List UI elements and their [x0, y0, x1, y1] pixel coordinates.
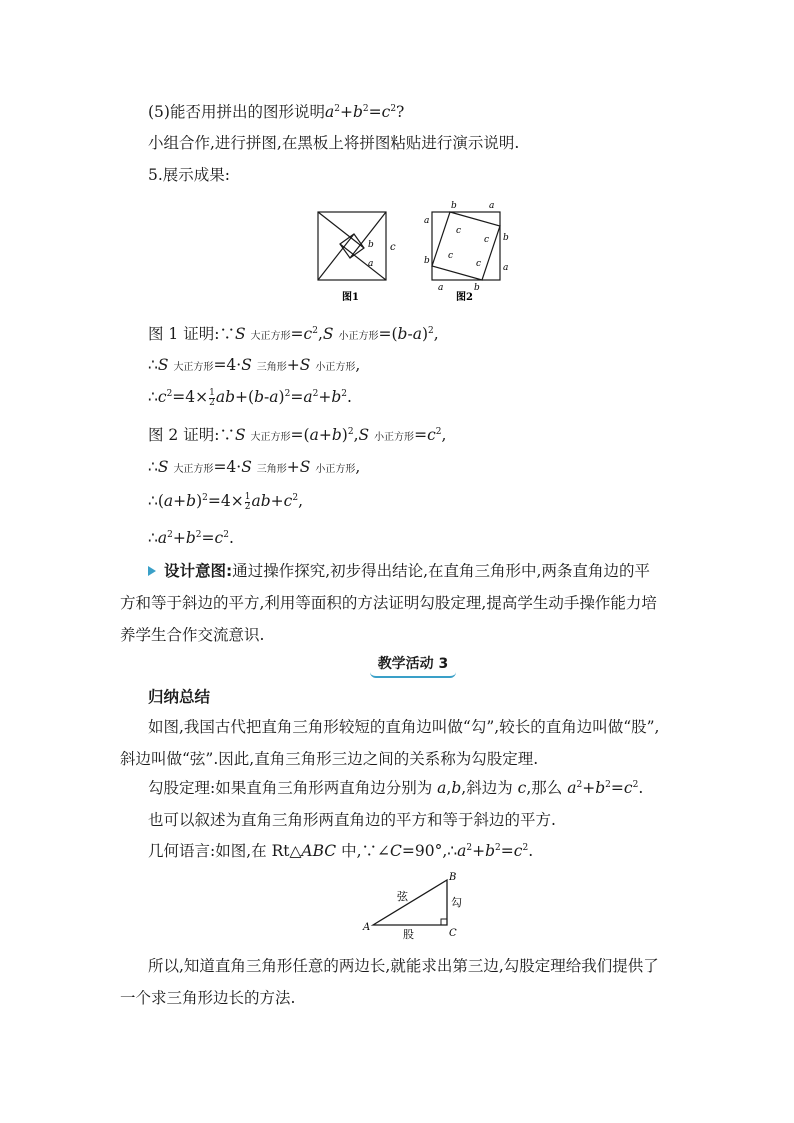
summary-p5: 所以,知道直角三角形任意的两边长,就能求出第三边,勾股定理给我们提供了一个求三角形边长的方法. [120, 957, 659, 1007]
svg-text:b: b [474, 283, 480, 293]
right-triangle-figure [355, 868, 475, 943]
svg-text:b: b [368, 240, 374, 250]
svg-text:a: a [368, 259, 374, 269]
question-5: (5)能否用拼出的图形说明$a^2+b^2=c^2$? [148, 103, 405, 121]
svg-text:c: c [456, 226, 462, 236]
step-5: 5.展示成果: [148, 166, 231, 184]
svg-text:c: c [476, 259, 482, 269]
svg-text:弦: 弦 [397, 890, 408, 903]
figure-2 [432, 212, 500, 280]
svg-text:b: b [424, 256, 430, 266]
group-work-line: 小组合作,进行拼图,在黑板上将拼图粘贴进行演示说明. [148, 134, 520, 152]
svg-text:b: b [503, 233, 509, 243]
svg-text:勾: 勾 [451, 896, 462, 909]
activity-badge: 教学活动 3 [370, 654, 456, 678]
geometry-language: 几何语言:如图,在 Rt△ABC 中$,\because\angle C=90^\circ,\therefore a^2+b^2=c^2$. [148, 842, 534, 860]
svg-text:c: c [484, 235, 490, 245]
fig2-caption: 图2 [456, 292, 473, 303]
svg-text:a: a [489, 201, 495, 211]
svg-text:股: 股 [403, 928, 414, 941]
fig1-caption: 图1 [342, 292, 359, 303]
fig2-proof-line3: $\therefore(a+b)^2=4\times$ $\frac{1}{2}$ $ab+c^2$, [148, 491, 304, 512]
theorem-statement: 勾股定理:如果直角三角形两直角边分别为 a,b,斜边为 c,那么 $a^2+b^2=c^2$. [148, 779, 644, 797]
design-intent: 设计意图:通过操作探究,初步得出结论,在直角三角形中,两条直角边的平方和等于斜边的平方,利用等面积的方法证明勾股定理,提高学生动手操作能力培养学生合作交流意识. [120, 562, 657, 644]
svg-text:b: b [451, 201, 457, 211]
summary-p3: 也可以叙述为直角三角形两直角边的平方和等于斜边的平方. [148, 811, 556, 829]
svg-text:a: a [424, 216, 430, 226]
summary-p1: 如图,我国古代把直角三角形较短的直角边叫做“勾”,较长的直角边叫做“股”,斜边叫做“弦”.因此,直角三角形三边之间的关系称为勾股定理. [120, 718, 660, 768]
svg-text:B: B [449, 872, 457, 883]
summary-heading: 归纳总结 [148, 688, 211, 706]
square-figures [310, 200, 520, 310]
svg-text:A: A [363, 922, 371, 933]
play-triangle-icon [148, 566, 156, 576]
svg-text:C: C [449, 928, 457, 939]
svg-text:a: a [438, 283, 444, 293]
svg-text:a: a [503, 263, 509, 273]
fig2-proof-line2: ∴S 大正方形=4·S 三角形+S 小正方形, [148, 458, 361, 476]
fig1-proof-line1: 图 1 证明:∵S 大正方形$=c^2,S$ 小正方形$=(b-a)^2$, [148, 325, 439, 343]
svg-text:c: c [390, 242, 396, 253]
figure-1 [318, 212, 386, 280]
fig2-proof-line4: $\therefore a^2+b^2=c^2$. [148, 529, 234, 547]
fig2-proof-line1: 图 2 证明:∵S 大正方形$=(a+b)^2,S$ 小正方形$=c^2$, [148, 426, 447, 444]
fig1-proof-line3: $\therefore c^2=4\times$ $\frac{1}{2}$ $ab+(b-a)^2=a^2+b^2$. [148, 387, 352, 408]
fig1-proof-line2: ∴S 大正方形=4·S 三角形+S 小正方形, [148, 356, 361, 374]
svg-text:c: c [448, 251, 454, 261]
